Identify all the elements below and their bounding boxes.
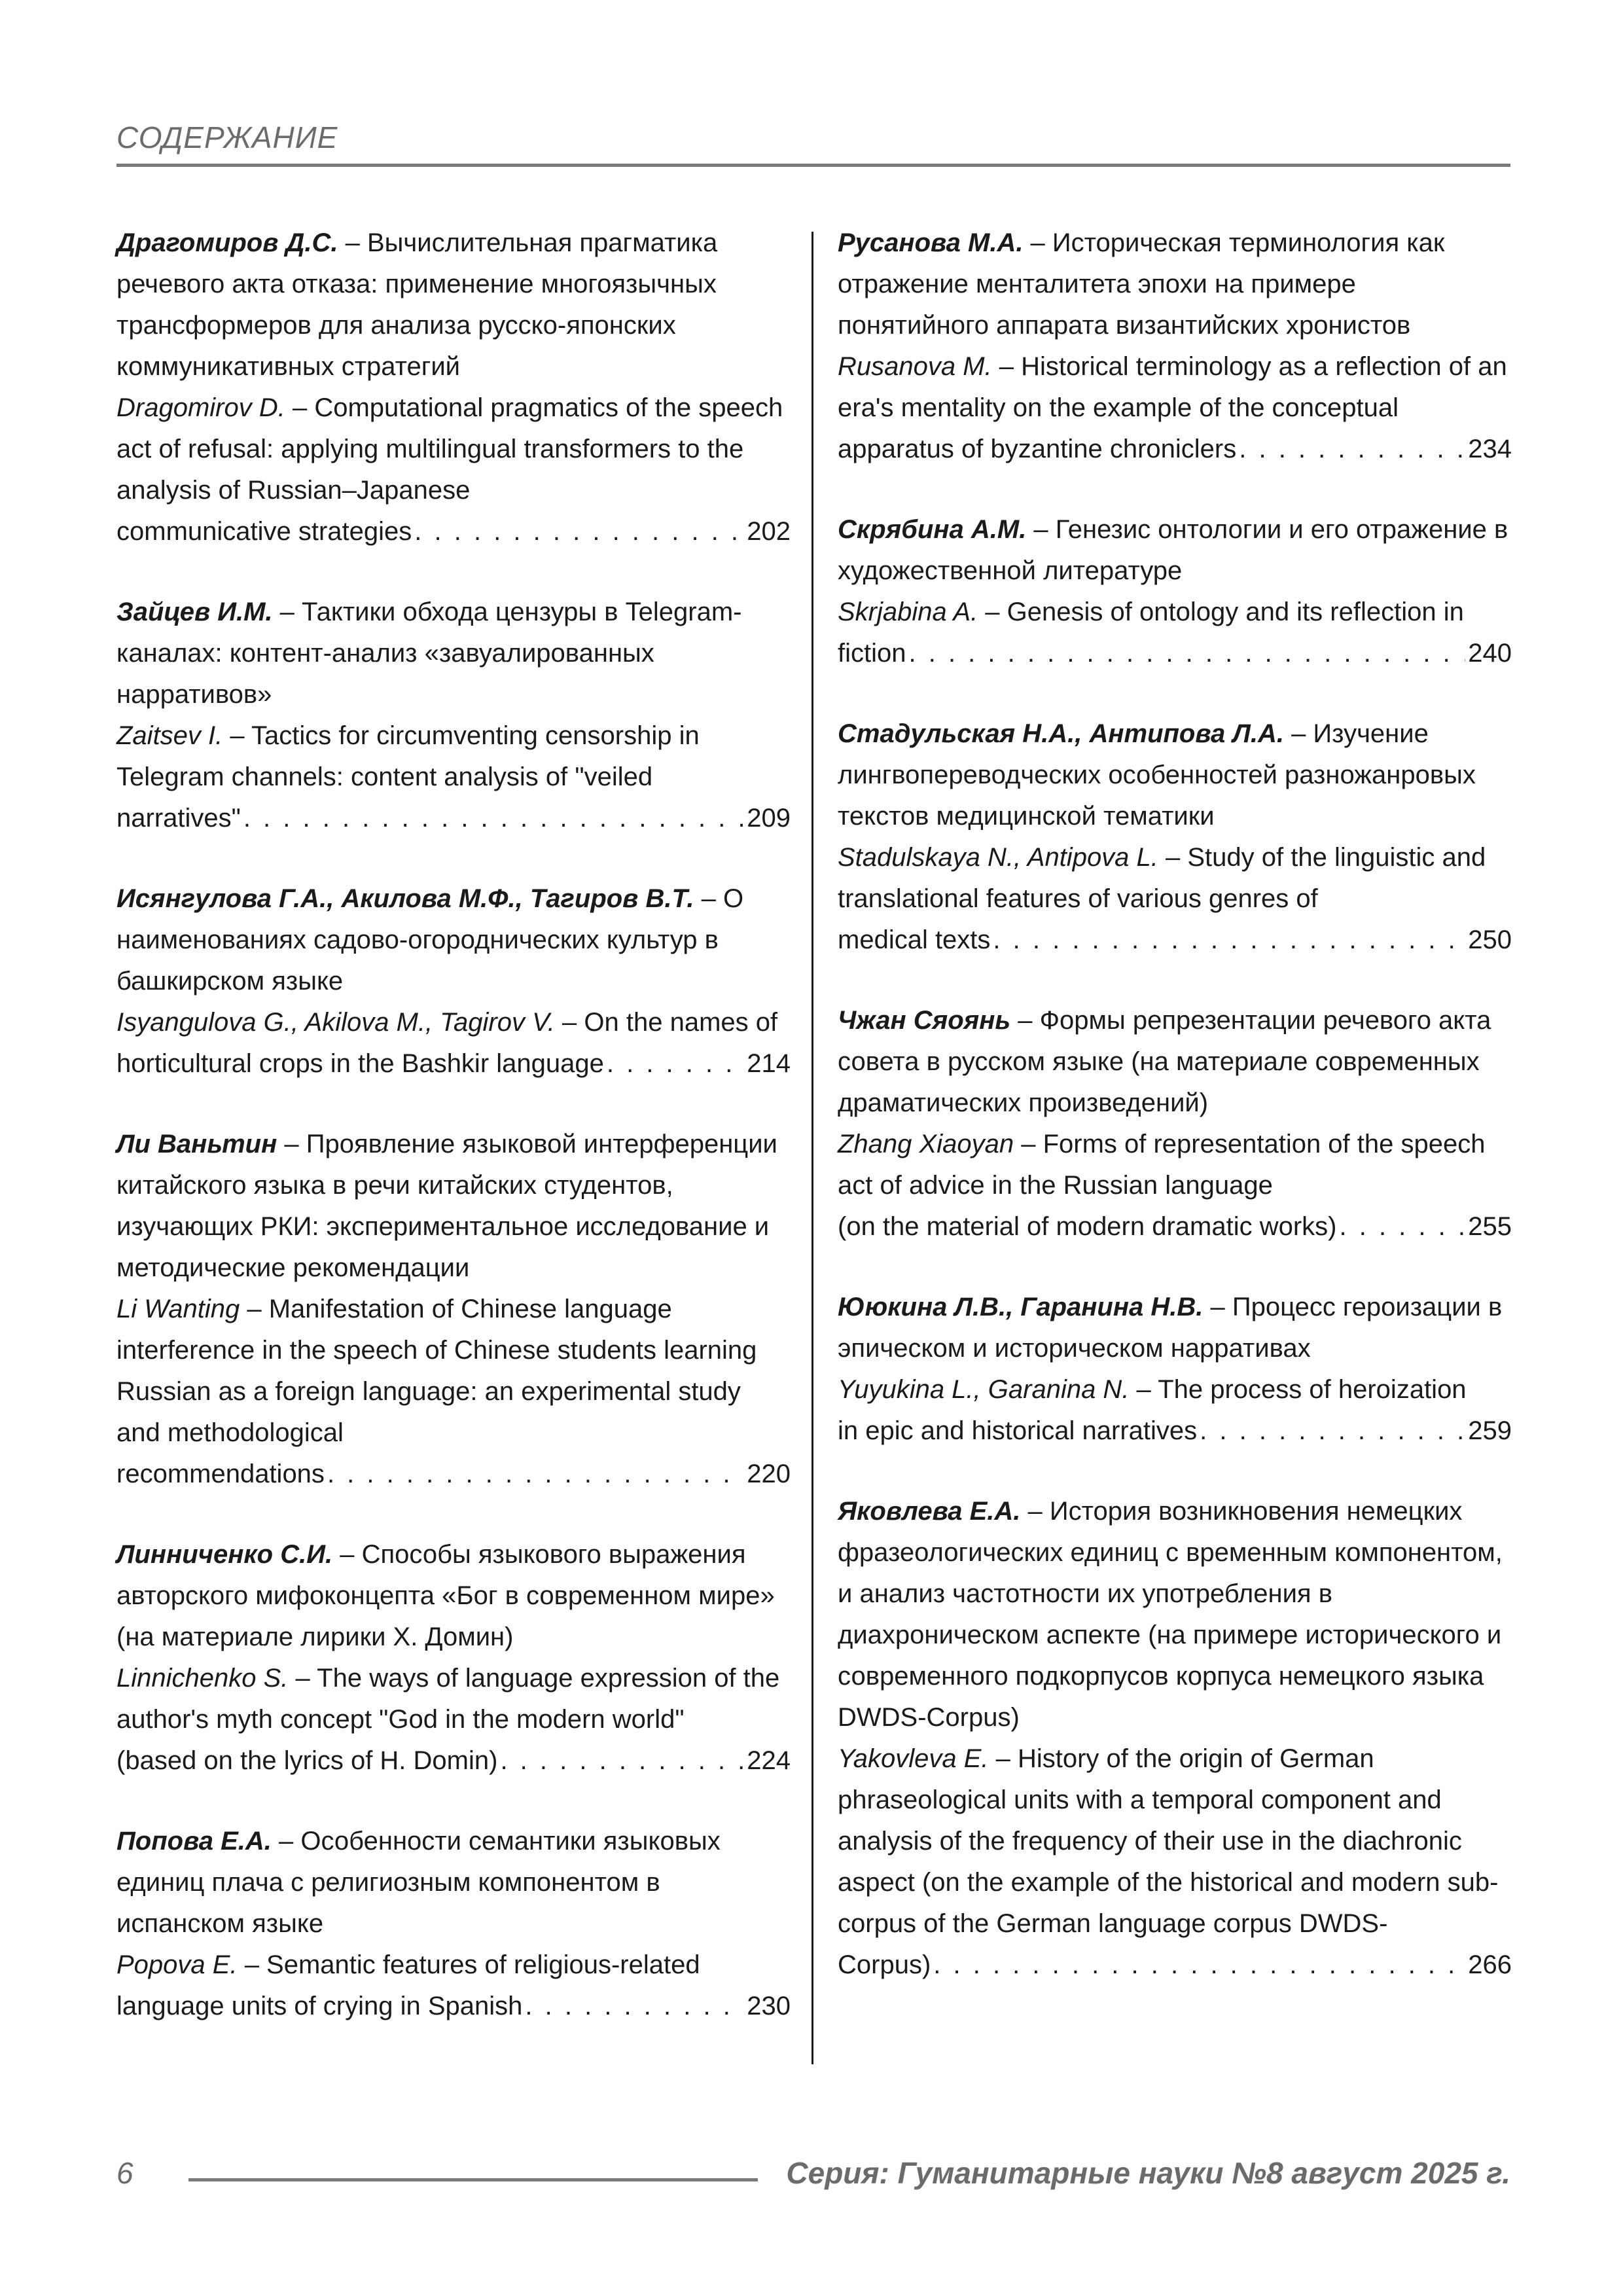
title-en: – History of the origin of German phraseological units with a temporal component and analysis of the frequency of their use in the diachronic aspect (on the example of the historical and modern sub-corpus of the German language corpus DWDS-	[838, 1744, 1499, 1938]
author-ru: Стадульская Н.А., Антипова Л.А.	[838, 719, 1284, 748]
toc-page-line	[116, 798, 791, 839]
author-en: Rusanova M.	[838, 352, 992, 381]
page-title: СОДЕРЖАНИЕ	[116, 120, 338, 154]
author-ru: Попова Е.А.	[116, 1827, 272, 1856]
author-en: Yakovleva E.	[838, 1744, 989, 1773]
title-ru: – Особенности семантики языковых единиц плача с религиозным компонентом в испанском языке	[116, 1827, 721, 1938]
toc-page-line	[838, 920, 1512, 961]
page-footer	[116, 2153, 1510, 2193]
author-ru: Драгомиров Д.С.	[116, 228, 338, 257]
entry-en	[838, 1369, 1512, 1410]
toc-page-line	[116, 511, 791, 552]
title-ru: – Процесс героизации в эпическом и историческом нарративах	[838, 1293, 1503, 1363]
dot-leader	[1239, 429, 1465, 470]
journal-series: Серия: Гуманитарные науки №8 август 2025 г.	[786, 2156, 1510, 2190]
title-en-last: in epic and historical narratives	[838, 1416, 1198, 1445]
author-ru: Зайцев И.М.	[116, 598, 273, 626]
page-number: 6	[116, 2156, 134, 2190]
title-ru: – Генезис онтологии и его отражение в художественной литературе	[838, 515, 1508, 585]
toc-entry[interactable]	[116, 878, 791, 1085]
title-en: – Manifestation of Chinese language interference in the speech of Chinese students learning Russian as a foreign language: an experimental study and methodological	[116, 1295, 757, 1447]
author-ru: Чжан Сяоянь	[838, 1006, 1011, 1035]
page-ref[interactable]: 230	[747, 1992, 791, 2020]
toc-page-line	[838, 633, 1512, 674]
title-en-last: Corpus)	[838, 1950, 931, 1979]
entry-en	[838, 1124, 1512, 1206]
title-en-last: language units of crying in Spanish	[116, 1992, 523, 2020]
author-en: Skrjabina A.	[838, 598, 978, 626]
page-ref[interactable]: 220	[747, 1460, 791, 1488]
page-ref[interactable]: 250	[1468, 925, 1512, 954]
dot-leader	[993, 920, 1465, 961]
entry-en	[116, 715, 791, 798]
author-en: Dragomirov D.	[116, 393, 285, 422]
entry-ru	[838, 1491, 1512, 1738]
dot-leader	[414, 511, 744, 552]
dot-leader	[1200, 1410, 1465, 1452]
toc-entry[interactable]	[116, 223, 791, 552]
entry-en	[116, 1289, 791, 1454]
entry-en	[838, 592, 1512, 633]
toc-entry[interactable]	[116, 1124, 791, 1495]
toc-entry[interactable]	[116, 1821, 791, 2027]
toc-page-line	[838, 429, 1512, 470]
author-en: Isyangulova G., Akilova M., Tagirov V.	[116, 1008, 555, 1037]
entry-ru	[116, 878, 791, 1002]
entry-ru	[116, 223, 791, 387]
dot-leader	[327, 1454, 744, 1495]
toc-page-line	[116, 1454, 791, 1495]
title-ru: – История возникновения немецких фразеологических единиц с временным компонентом, и анализ частотности их употребления в диахроническом аспекте (на примере исторического и современного подкорпусов корпуса немецкого языка DWDS-Corpus)	[838, 1497, 1503, 1732]
entry-ru	[838, 509, 1512, 592]
title-en: – Historical terminology as a reflection of an era's mentality on the example of the conceptual	[838, 352, 1507, 422]
dot-leader	[1340, 1206, 1466, 1247]
entry-en	[116, 387, 791, 511]
title-en: – Genesis of ontology and its reflection in	[978, 598, 1464, 626]
column-divider	[812, 232, 813, 2064]
dot-leader	[909, 633, 1466, 674]
page-ref[interactable]: 240	[1468, 639, 1512, 668]
author-en: Linnichenko S.	[116, 1664, 289, 1693]
title-ru: – О наименованиях садово-огороднических культур в башкирском языке	[116, 884, 744, 996]
toc-page-line	[116, 1986, 791, 2027]
author-ru: Исянгулова Г.А., Акилова М.Ф., Тагиров В.Т.	[116, 884, 694, 913]
entry-ru	[116, 1821, 791, 1945]
entry-en	[116, 1945, 791, 1986]
title-en: – Computational pragmatics of the speech act of refusal: applying multilingual transformers to the analysis of Russian–Japanese	[116, 393, 783, 505]
page-ref[interactable]: 259	[1468, 1416, 1512, 1445]
toc-entry[interactable]	[838, 1287, 1512, 1452]
entry-ru	[838, 713, 1512, 837]
dot-leader	[607, 1043, 744, 1085]
page-ref[interactable]: 255	[1468, 1212, 1512, 1241]
page-header	[116, 118, 1510, 157]
title-ru: – Изучение лингвопереводческих особенностей разножанровых текстов медицинской тематики	[838, 719, 1476, 831]
title-en-last: fiction	[838, 639, 906, 668]
page-ref[interactable]: 224	[747, 1746, 791, 1775]
toc-entry[interactable]	[838, 1000, 1512, 1247]
title-en-last: (based on the lyrics of H. Domin)	[116, 1746, 498, 1775]
page-ref[interactable]: 214	[747, 1049, 791, 1078]
title-en-last: apparatus of byzantine chroniclers	[838, 435, 1237, 463]
title-ru: – Формы репрезентации речевого акта совета в русском языке (на материале современных драматических произведений)	[838, 1006, 1491, 1117]
toc-entry[interactable]	[116, 1534, 791, 1782]
page-ref[interactable]: 202	[747, 517, 791, 546]
page-ref[interactable]: 234	[1468, 435, 1512, 463]
toc-entry[interactable]	[838, 223, 1512, 470]
title-en-last: communicative strategies	[116, 517, 412, 546]
title-en: – On the names of	[554, 1008, 778, 1037]
dot-leader	[933, 1945, 1465, 1986]
author-ru: Ююкина Л.В., Гаранина Н.В.	[838, 1293, 1204, 1321]
author-en: Zhang Xiaoyan	[838, 1130, 1014, 1158]
toc-entry[interactable]	[838, 509, 1512, 674]
title-en: – Semantic features of religious-related	[237, 1950, 700, 1979]
author-en: Stadulskaya N., Antipova L.	[838, 843, 1158, 872]
author-ru: Русанова М.А.	[838, 228, 1024, 257]
entry-ru	[838, 1000, 1512, 1124]
title-en-last: (on the material of modern dramatic works)	[838, 1212, 1337, 1241]
author-ru: Яковлева Е.А.	[838, 1497, 1021, 1526]
toc-page-line	[116, 1740, 791, 1782]
toc-entry[interactable]	[838, 1491, 1512, 1986]
footer-rule	[188, 2178, 758, 2181]
entry-ru	[116, 592, 791, 715]
author-ru: Скрябина А.М.	[838, 515, 1027, 544]
title-ru: – Способы языкового выражения авторского мифоконцепта «Бог в современном мире» (на материале лирики Х. Домин)	[116, 1540, 775, 1651]
toc-page-line	[838, 1945, 1512, 1986]
title-en-last: narratives"	[116, 804, 241, 833]
title-ru: – Вычислительная прагматика речевого акта отказа: применение многоязычных трансформеров для анализа русско-японских коммуникативных стратегий	[116, 228, 718, 381]
entry-en	[116, 1658, 791, 1740]
page-ref[interactable]: 266	[1468, 1950, 1512, 1979]
toc-left-column	[116, 223, 791, 2066]
author-en: Popova E.	[116, 1950, 238, 1979]
title-en: – Tactics for circumventing censorship in Telegram channels: content analysis of "veiled	[116, 721, 700, 791]
title-en: – The ways of language expression of the author's myth concept "God in the modern world"	[116, 1664, 780, 1734]
title-ru: – Проявление языковой интерференции китайского языка в речи китайских студентов, изучающих РКИ: экспериментальное исследование и методические рекомендации	[116, 1130, 777, 1282]
dot-leader	[500, 1740, 744, 1782]
title-en-last: medical texts	[838, 925, 991, 954]
title-ru: – Тактики обхода цензуры в Telegram-каналах: контент-анализ «завуалированных нарративов»	[116, 598, 742, 709]
dot-leader	[525, 1986, 744, 2027]
title-en: – Study of the linguistic and translational features of various genres of	[838, 843, 1486, 913]
toc-right-column	[838, 223, 1512, 2025]
author-ru: Линниченко С.И.	[116, 1540, 333, 1569]
toc-entry[interactable]	[116, 592, 791, 839]
title-ru: – Историческая терминология как отражение менталитета эпохи на примере понятийного аппарата византийских хронистов	[838, 228, 1445, 340]
entry-en	[116, 1002, 791, 1043]
author-en: Zaitsev I.	[116, 721, 223, 750]
entry-en	[838, 1738, 1512, 1945]
toc-page-line	[116, 1043, 791, 1085]
toc-entry[interactable]	[838, 713, 1512, 961]
author-en: Yuyukina L., Garanina N.	[838, 1375, 1130, 1404]
author-ru: Ли Ваньтин	[116, 1130, 277, 1158]
entry-ru	[116, 1534, 791, 1658]
entry-en	[838, 346, 1512, 429]
entry-ru	[838, 1287, 1512, 1369]
entry-ru	[838, 223, 1512, 346]
title-en: – Forms of representation of the speech act of advice in the Russian language	[838, 1130, 1486, 1200]
toc-page-line	[838, 1410, 1512, 1452]
entry-en	[838, 837, 1512, 920]
header-rule	[116, 164, 1510, 167]
dot-leader	[243, 798, 744, 839]
entry-ru	[116, 1124, 791, 1289]
title-en: – The process of heroization	[1129, 1375, 1467, 1404]
toc-page-line	[838, 1206, 1512, 1247]
author-en: Li Wanting	[116, 1295, 240, 1323]
page-ref[interactable]: 209	[747, 804, 791, 833]
title-en-last: recommendations	[116, 1460, 325, 1488]
title-en-last: horticultural crops in the Bashkir language	[116, 1049, 604, 1078]
